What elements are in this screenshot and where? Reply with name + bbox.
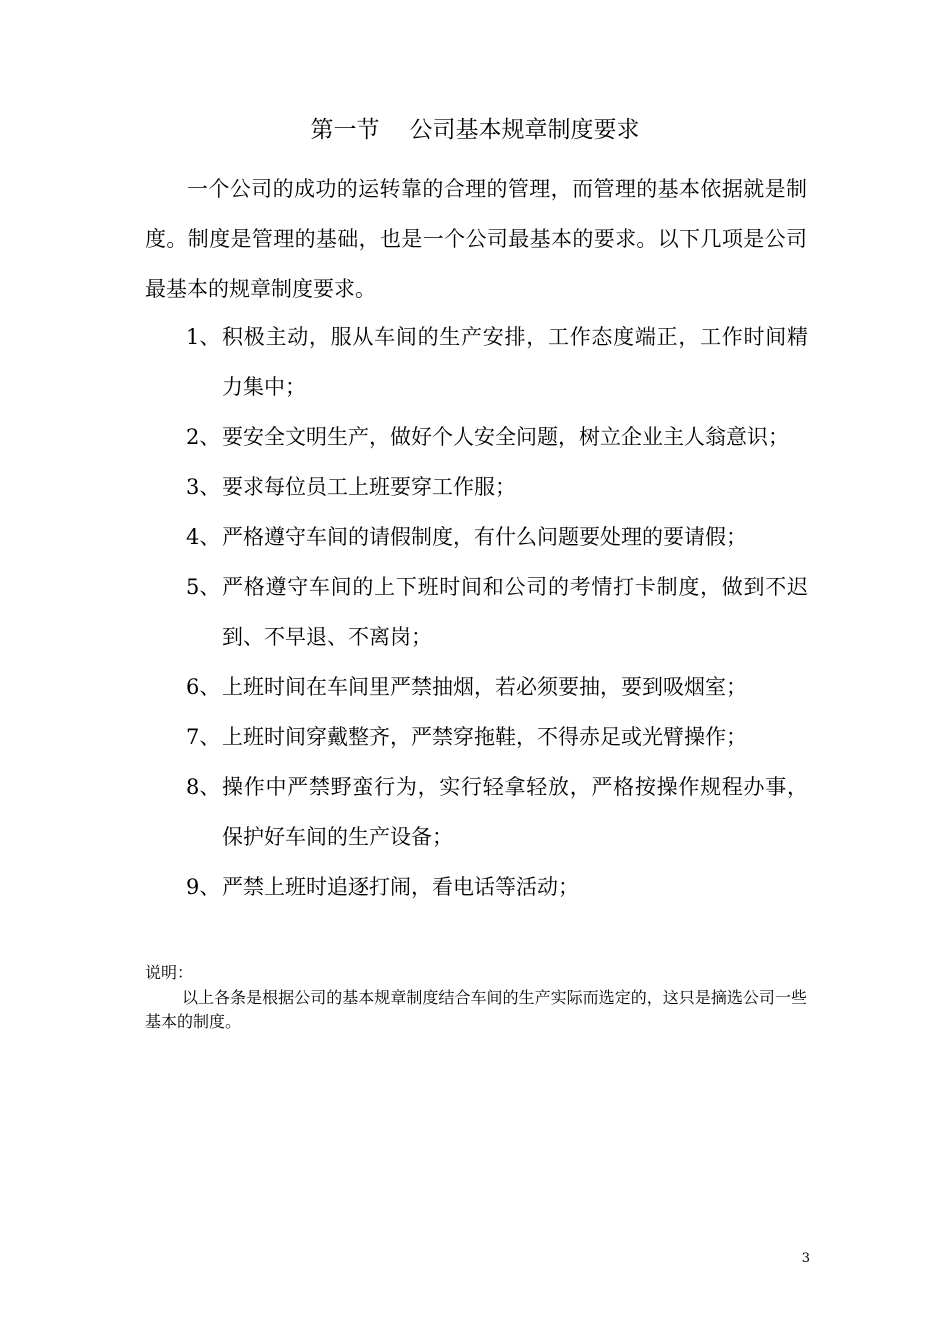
rule-index: 4、: [186, 525, 221, 549]
rule-item: [186, 862, 808, 912]
rule-index: 9、: [186, 875, 221, 899]
rule-text: 上班时间穿戴整齐，严禁穿拖鞋，不得赤足或光臂操作；: [222, 725, 747, 749]
rules-list: [186, 312, 808, 912]
rule-text: 严格遵守车间的上下班时间和公司的考情打卡制度，做到不迟到、不早退、不离岗；: [222, 575, 808, 649]
rule-index: 7、: [186, 725, 221, 749]
rule-item: [186, 412, 808, 462]
rule-item: [186, 562, 808, 662]
note-text: 以上各条是根据公司的基本规章制度结合车间的生产实际而选定的，这只是摘选公司一些基本的制度。: [145, 988, 807, 1031]
rule-index: 5、: [186, 575, 221, 599]
rule-index: 8、: [186, 775, 221, 799]
rule-text: 积极主动，服从车间的生产安排，工作态度端正，工作时间精力集中；: [222, 325, 808, 399]
rule-index: 1、: [186, 325, 221, 349]
rule-index: 6、: [186, 675, 221, 699]
rule-text: 操作中严禁野蛮行为，实行轻拿轻放，严格按操作规程办事，保护好车间的生产设备；: [222, 775, 808, 849]
section-heading: [0, 114, 950, 146]
section-number: 第一节: [310, 117, 380, 143]
section-title: 公司基本规章制度要求: [409, 117, 640, 143]
rule-item: [186, 662, 808, 712]
rule-text: 严禁上班时追逐打闹，看电话等活动；: [222, 875, 579, 899]
rule-item: [186, 462, 808, 512]
rule-item: [186, 312, 808, 412]
note-label: 说明：: [145, 963, 194, 982]
rule-item: [186, 712, 808, 762]
page-number: 3: [801, 1251, 810, 1266]
rule-item: [186, 512, 808, 562]
rule-text: 严格遵守车间的请假制度，有什么问题要处理的要请假；: [222, 525, 747, 549]
rule-index: 3、: [186, 475, 221, 499]
intro-paragraph: 一个公司的成功的运转靠的合理的管理，而管理的基本依据就是制度。制度是管理的基础，也是一个公司最基本的要求。以下几项是公司最基本的规章制度要求。: [145, 177, 807, 301]
rule-index: 2、: [186, 425, 221, 449]
rule-text: 要安全文明生产，做好个人安全问题，树立企业主人翁意识；: [222, 425, 789, 449]
rule-text: 要求每位员工上班要穿工作服；: [222, 475, 516, 499]
rule-text: 上班时间在车间里严禁抽烟，若必须要抽，要到吸烟室；: [222, 675, 747, 699]
rule-item: [186, 762, 808, 862]
